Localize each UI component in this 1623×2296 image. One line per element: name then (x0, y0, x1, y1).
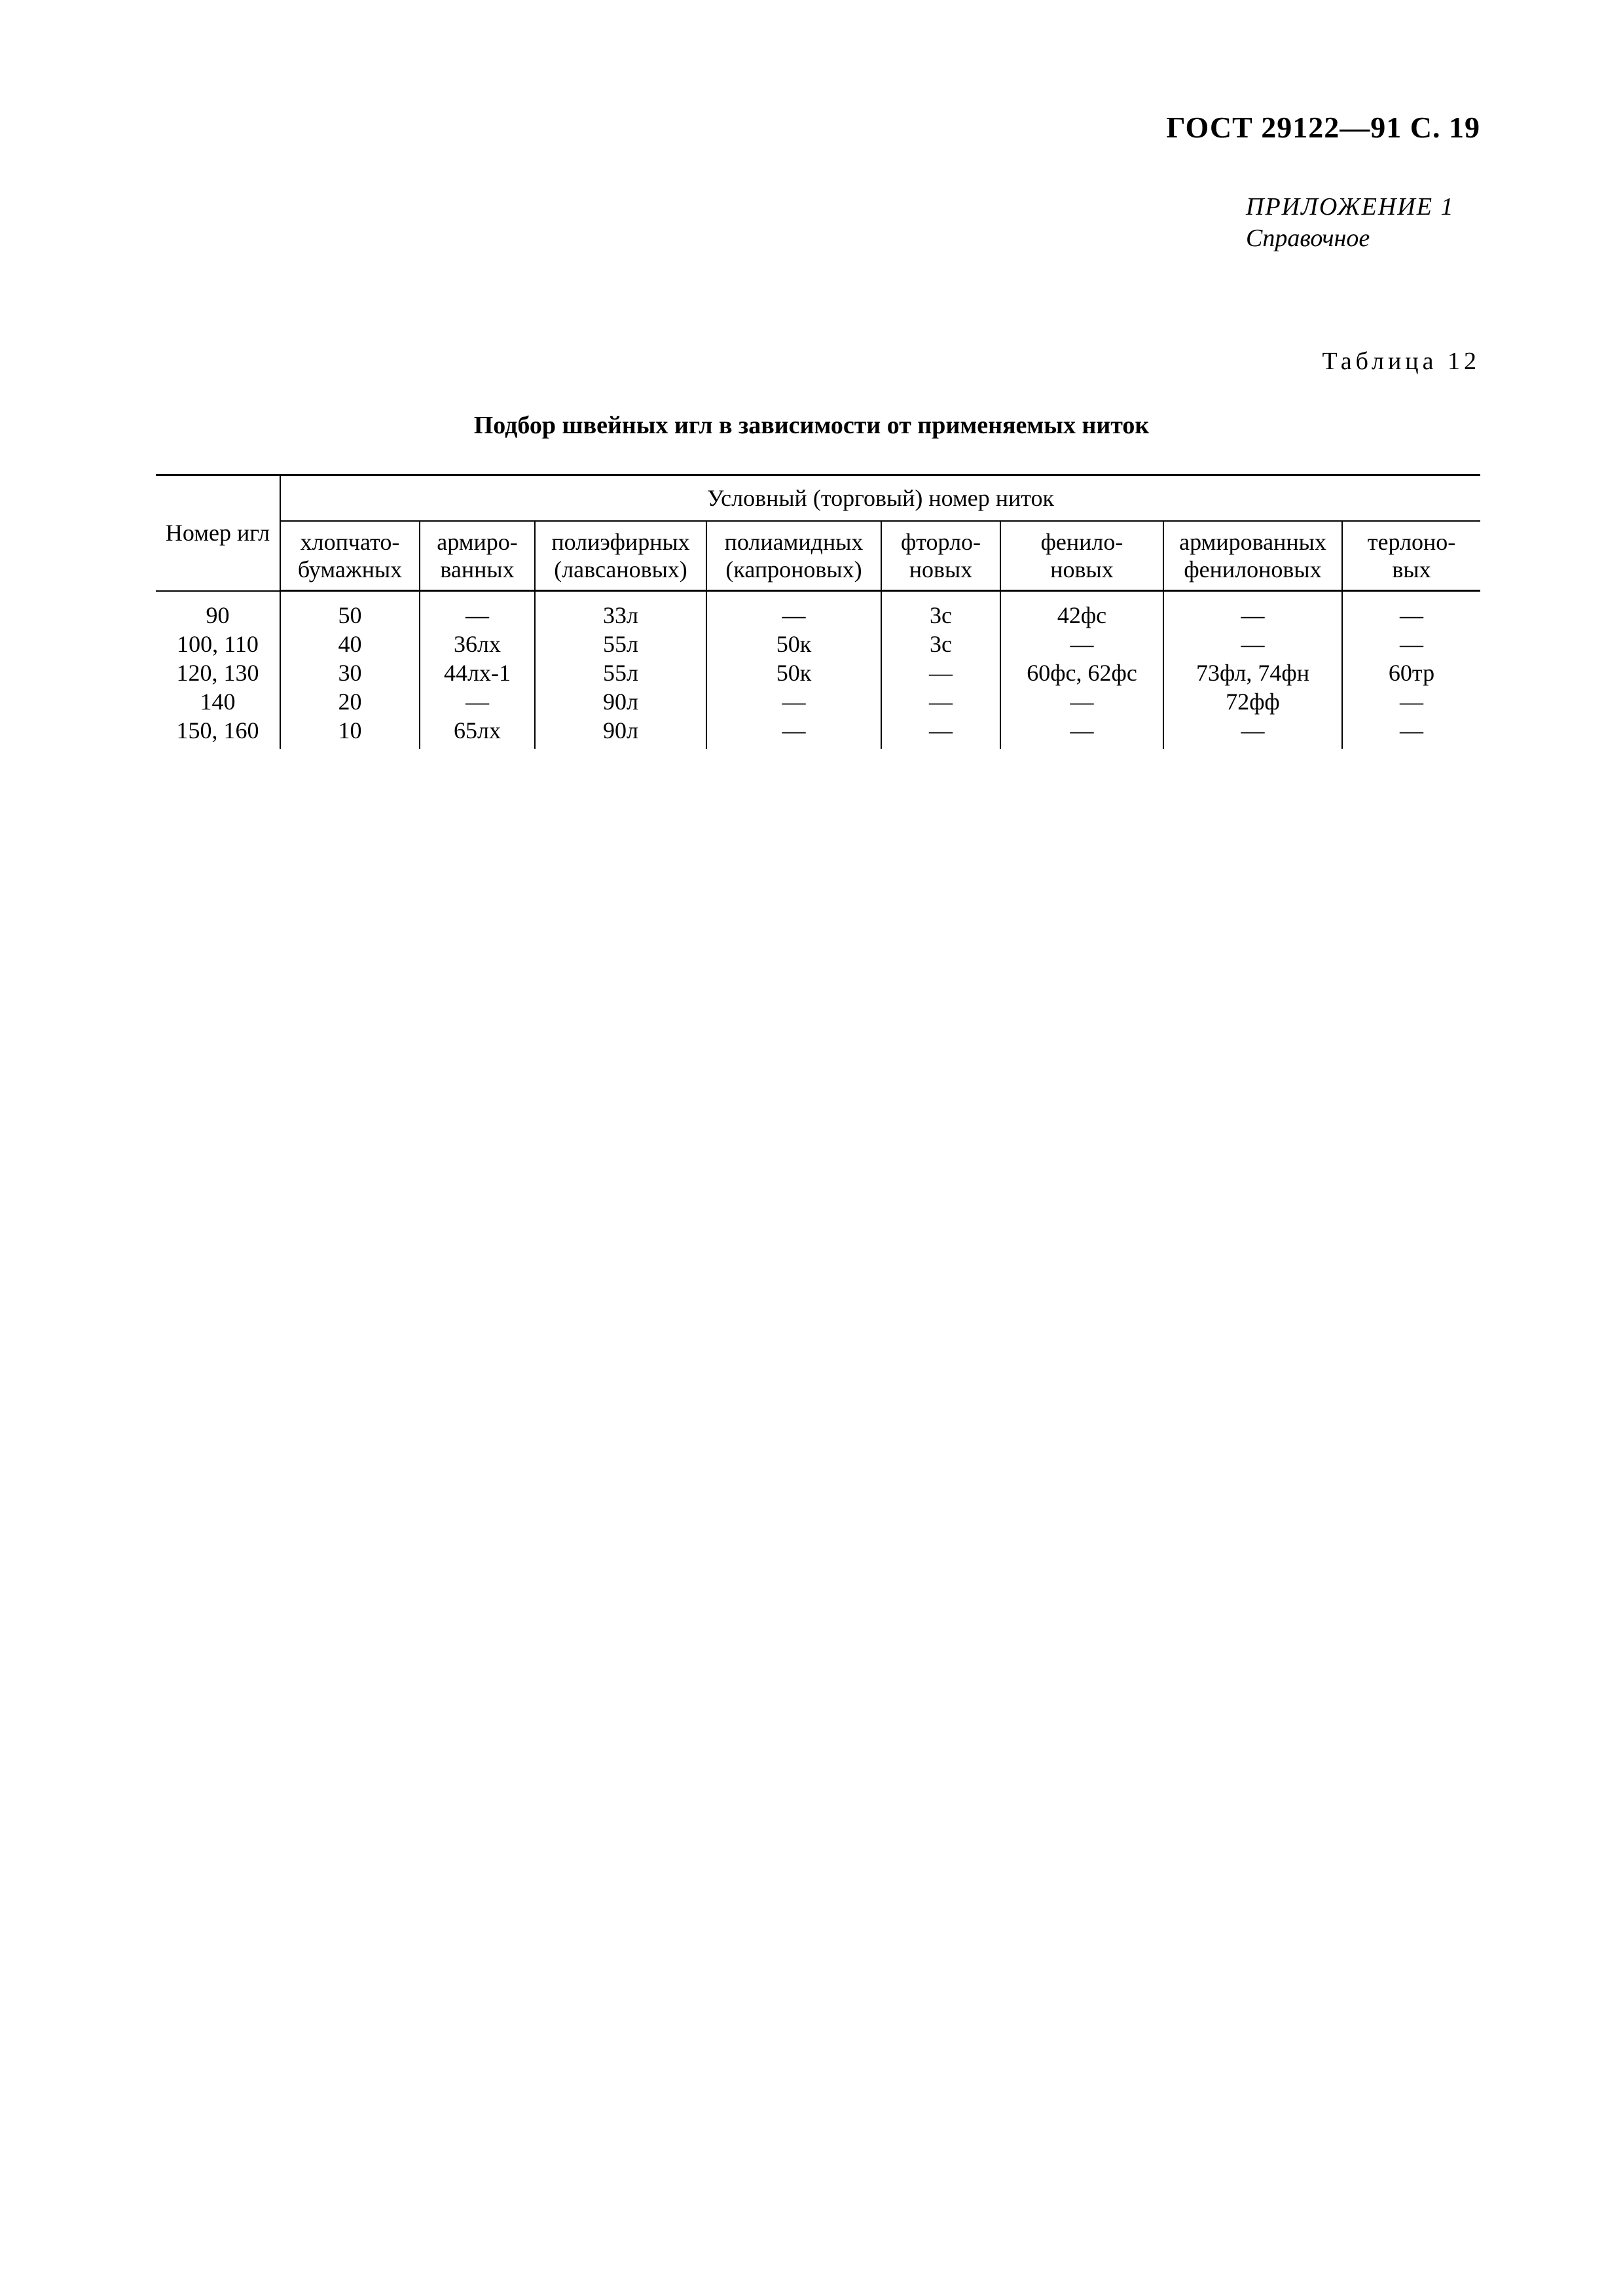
table-cell: 30 (280, 658, 420, 687)
table-cell: 10 (280, 716, 420, 749)
thread-type-header: фторло- новых (881, 521, 1000, 591)
table-cell: — (881, 658, 1000, 687)
table-cell: — (1000, 687, 1163, 716)
table-cell: 44лх-1 (420, 658, 535, 687)
appendix-label (1246, 191, 1454, 254)
thread-type-header: полиэфирных (лавсановых) (535, 521, 706, 591)
table-cell: 50к (706, 658, 881, 687)
needle-number-cell: 140 (200, 689, 236, 715)
table-cell: 3с (881, 630, 1000, 658)
table-cell: — (1000, 630, 1163, 658)
table-cell: — (1163, 630, 1342, 658)
table-cell: 90л (535, 687, 706, 716)
thread-type-header: фенило- новых (1000, 521, 1163, 591)
appendix-subtitle: Справочное (1246, 224, 1370, 252)
thread-type-header: хлопчато- бумажных (280, 521, 420, 591)
thread-type-header: терлоно- вых (1342, 521, 1480, 591)
table-row (156, 630, 1480, 658)
table-title: Подбор швейных игл в зависимости от применяемых ниток (473, 412, 1150, 439)
table-cell: 55л (535, 630, 706, 658)
table-cell: — (1342, 687, 1480, 716)
table-cell: — (1163, 591, 1342, 630)
table-cell: — (706, 716, 881, 749)
table-row (156, 716, 1480, 749)
table-cell: 65лх (420, 716, 535, 749)
table-row (156, 687, 1480, 716)
table-cell: 73фл, 74фн (1163, 658, 1342, 687)
table-cell: 60фс, 62фс (1000, 658, 1163, 687)
table-cell: 72фф (1163, 687, 1342, 716)
table-cell: — (1342, 716, 1480, 749)
table-cell: 42фс (1000, 591, 1163, 630)
table-number: Таблица 12 (1322, 348, 1480, 375)
needle-number-cell: 100, 110 (177, 631, 259, 657)
thread-type-header-row (156, 521, 1480, 591)
table-cell: 3с (881, 591, 1000, 630)
table-cell: — (881, 716, 1000, 749)
thread-type-header: армиро- ванных (420, 521, 535, 591)
table-cell: — (420, 687, 535, 716)
table-cell: 90л (535, 716, 706, 749)
appendix-title: ПРИЛОЖЕНИЕ 1 (1246, 193, 1455, 221)
table-cell: — (420, 591, 535, 630)
needle-number-cell: 90 (206, 601, 230, 628)
table-cell: — (881, 687, 1000, 716)
table-cell: 50 (280, 591, 420, 630)
needle-selection-table (156, 474, 1480, 749)
table-cell: 40 (280, 630, 420, 658)
table-cell: 36лх (420, 630, 535, 658)
needle-number-cell: 120, 130 (176, 660, 259, 686)
table-cell: 20 (280, 687, 420, 716)
table-cell: — (1342, 630, 1480, 658)
needle-number-cell: 150, 160 (176, 717, 259, 744)
table-header-row (156, 475, 1480, 522)
thread-type-header: полиамидных (капроновых) (706, 521, 881, 591)
table-cell: — (1163, 716, 1342, 749)
table-row (156, 658, 1480, 687)
thread-type-header: армированных фенилоновых (1163, 521, 1342, 591)
table-cell: — (1000, 716, 1163, 749)
document-reference: ГОСТ 29122—91 С. 19 (1166, 111, 1480, 144)
table-cell: — (1342, 591, 1480, 630)
table-cell: 50к (706, 630, 881, 658)
table-cell: 33л (535, 591, 706, 630)
table-cell: — (706, 687, 881, 716)
thread-number-group-header: Условный (торговый) номер ниток (280, 475, 1480, 522)
table-row (156, 591, 1480, 630)
table-cell: — (706, 591, 881, 630)
table-cell: 55л (535, 658, 706, 687)
table-cell: 60тр (1342, 658, 1480, 687)
needle-number-header: Номер игл (156, 475, 280, 591)
